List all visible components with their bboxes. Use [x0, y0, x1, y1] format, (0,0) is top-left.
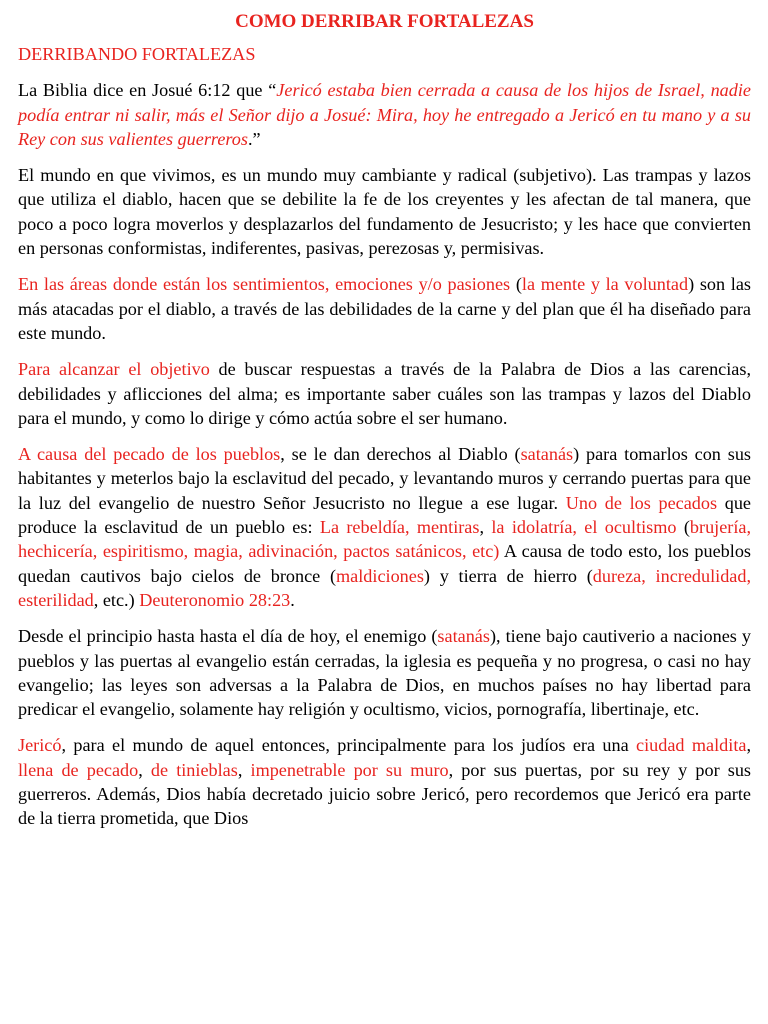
paragraph-text: A causa de todo esto, los pueblos quedan cautivos bajo cielos de bronce (: [18, 541, 751, 586]
paragraph-text: ) y tierra de hierro (: [423, 565, 593, 586]
highlighted-text: En las áreas donde están los sentimientos, emociones y/o pasiones: [18, 274, 511, 295]
paragraph-text: (: [676, 517, 690, 538]
highlighted-text: ciudad maldita: [636, 735, 747, 756]
highlighted-text: satanás: [437, 626, 490, 647]
paragraph-text: .”: [247, 128, 261, 149]
highlighted-text: maldiciones: [336, 565, 424, 586]
paragraph: [18, 357, 751, 430]
highlighted-text: la mente y la voluntad: [521, 274, 689, 295]
document-page: [18, 10, 751, 843]
highlighted-text: Deuteronomio 28:23: [139, 589, 291, 610]
paragraph-text: ,: [746, 735, 751, 756]
paragraph: [18, 624, 751, 721]
highlighted-text: de tinieblas: [150, 759, 238, 780]
paragraph-text: , por sus puertas, por su rey y por sus guerreros. Además, Dios había decretado juicio sobre Jericó, pero recordemos que Jericó era parte de la tierra prometida, que Dios: [18, 759, 752, 829]
paragraph: [18, 272, 751, 345]
paragraph: [18, 163, 751, 260]
highlighted-text: Jericó: [18, 735, 62, 756]
paragraph: [18, 78, 751, 151]
highlighted-text: llena de pecado: [18, 759, 139, 780]
body-text: [18, 78, 751, 830]
paragraph-text: ,: [479, 517, 492, 538]
highlighted-text: impenetrable por su muro: [250, 759, 449, 780]
paragraph: [18, 442, 751, 612]
paragraph-text: , etc.): [93, 589, 140, 610]
highlighted-text: Para alcanzar el objetivo: [18, 359, 210, 380]
paragraph-text: .: [290, 589, 295, 610]
document-title: COMO DERRIBAR FORTALEZAS: [235, 11, 534, 32]
paragraph-text: , para el mundo de aquel entonces, principalmente para los judíos era una: [61, 735, 637, 756]
paragraph-text: Desde el principio hasta hasta el día de hoy, el enemigo (: [18, 626, 438, 647]
paragraph-text: ,: [138, 759, 151, 780]
paragraph-text: ), tiene bajo cautiverio a naciones y pueblos y las puertas al evangelio están cerradas, la iglesia es pequeña y no progresa, o casi no hay evangelio; las leyes son adversas a la Palabra de Dios, en muchos países no hay libertad para predicar el evangelio, solamente hay religión y ocultismo, vicios, pornografía, libertinaje, etc.: [18, 626, 751, 720]
paragraph-text: ,: [237, 759, 251, 780]
paragraph-text: de buscar respuestas a través de la Palabra de Dios a las carencias, debilidades y aflicciones del alma; es importante saber cuáles son las trampas y lazos del Diablo para el mundo, y como lo dirige y cómo actúa sobre el ser humano.: [18, 359, 751, 428]
highlighted-text: dureza, incredulidad, esterilidad: [18, 565, 751, 610]
section-heading: DERRIBANDO FORTALEZAS: [18, 44, 256, 64]
paragraph-text: que produce la esclavitud de un pueblo es:: [18, 492, 751, 538]
paragraph-text: La Biblia dice en Josué 6:12 que “: [18, 80, 277, 101]
highlighted-text: la idolatría, el ocultismo: [491, 517, 677, 538]
paragraph-text: (: [510, 274, 522, 295]
paragraph-text: , se le dan derechos al Diablo (: [280, 444, 521, 465]
highlighted-text: La rebeldía, mentiras: [319, 517, 480, 538]
paragraph-text: ) para tomarlos con sus habitantes y meterlos bajo la esclavitud del pecado, y levantando muros y cerrando puertas para que la luz del evangelio de nuestro Señor Jesucristo no llegue a ese lugar.: [18, 444, 751, 513]
paragraph-text: ) son las más atacadas por el diablo, a través de las debilidades de la carne y del plan que él ha diseñado para este mundo.: [18, 274, 751, 343]
highlighted-text: A causa del pecado de los pueblos: [18, 444, 281, 465]
highlighted-text: brujería, hechicería, espiritismo, magia, adivinación, pactos satánicos, etc): [18, 517, 752, 562]
highlighted-text: Uno de los pecados: [565, 492, 718, 513]
highlighted-text: satanás: [520, 444, 574, 465]
highlighted-text: Jericó estaba bien cerrada a causa de los hijos de Israel, nadie podía entrar ni salir, más el Señor dijo a Josué: Mira, hoy he entregado a Jericó en tu mano y a su Rey con sus valientes guerreros: [18, 80, 751, 149]
paragraph-text: El mundo en que vivimos, es un mundo muy cambiante y radical (subjetivo). Las trampas y lazos que utiliza el diablo, hacen que se debilite la fe de los creyentes y les afectan de tal manera, que poco a poco logra moverlos y desplazarlos del fundamento de Jesucristo; y les hace que convierten en personas conformistas, indiferentes, pasivas, perezosas y, permisivas.: [18, 165, 751, 259]
paragraph: [18, 733, 751, 830]
